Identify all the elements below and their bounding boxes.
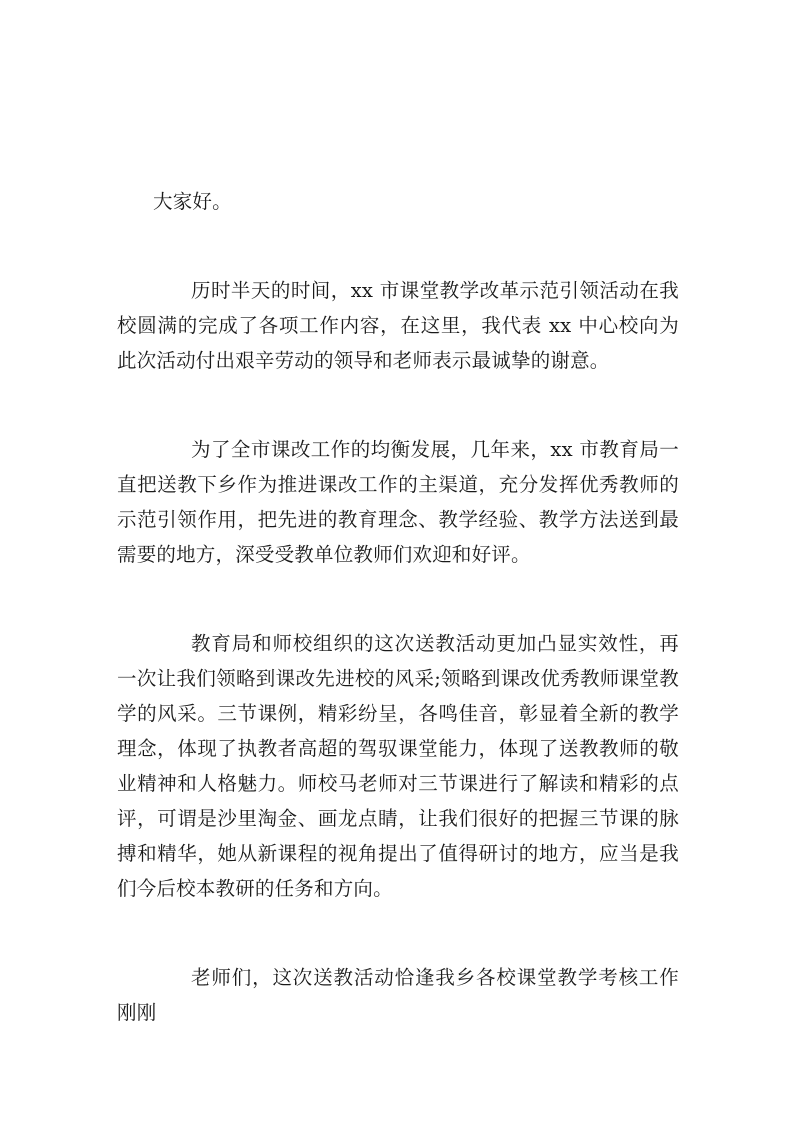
greeting-text: 大家好。	[153, 190, 232, 213]
paragraph-background: 为了全市课改工作的均衡发展，几年来，xx 市教育局一直把送教下乡作为推进课改工作的主渠道，充分发挥优秀教师的示范引领作用，把先进的教育理念、教学经验、教学方法送到最需要的地方，深受受教单位教师们欢迎和好评。	[117, 438, 679, 566]
paragraph-thanks: 历时半天的时间，xx 市课堂教学改革示范引领活动在我校圆满的完成了各项工作内容，在这里，我代表 xx 中心校向为此次活动付出艰辛劳动的领导和老师表示最诚挚的谢意。	[117, 279, 679, 372]
document-page	[117, 184, 679, 1084]
paragraph-activity-review: 教育局和师校组织的这次送教活动更加凸显实效性，再一次让我们领略到课改先进校的风采;领略到课改优秀教师课堂教学的风采。三节课例，精彩纷呈，各鸣佳音，彰显着全新的教学理念，体现了执教者高超的驾驭课堂能力，体现了送教教师的敬业精神和人格魅力。师校马老师对三节课进行了解读和精彩的点评，可谓是沙里淘金、画龙点睛，让我们很好的把握三节课的脉搏和精华，她从新课程的视角提出了值得研讨的地方，应当是我们今后校本教研的任务和方向。	[117, 632, 679, 900]
paragraph-teachers: 老师们，这次送教活动恰逢我乡各校课堂教学考核工作刚刚	[117, 966, 679, 1024]
